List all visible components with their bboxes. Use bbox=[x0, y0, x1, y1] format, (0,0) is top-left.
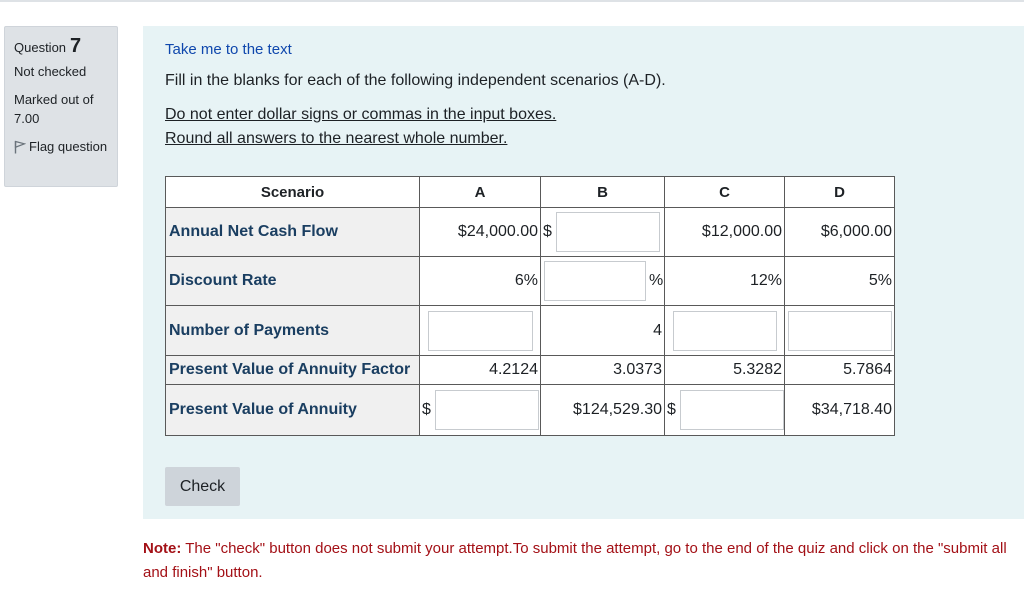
check-button[interactable]: Check bbox=[165, 467, 240, 506]
header-d: D bbox=[785, 177, 895, 208]
flag-icon bbox=[14, 140, 26, 154]
number-of-payments-d-input[interactable] bbox=[788, 311, 892, 351]
header-scenario: Scenario bbox=[166, 177, 420, 208]
table-header-row bbox=[166, 177, 895, 208]
note-text: The "check" button does not submit your attempt.To submit the attempt, go to the end of the quiz and click on the "submit all and finish" button. bbox=[143, 540, 1007, 581]
table-row-pv-annuity bbox=[166, 385, 895, 436]
row-label: Discount Rate bbox=[166, 257, 420, 306]
annual-net-cash-flow-b-input[interactable] bbox=[556, 212, 660, 252]
question-prompt: Fill in the blanks for each of the following independent scenarios (A-D). bbox=[165, 72, 666, 89]
question-label: Question bbox=[14, 40, 67, 55]
question-number bbox=[14, 37, 108, 57]
scenario-table bbox=[165, 176, 895, 436]
cell-d: 5.7864 bbox=[785, 356, 895, 385]
percent-suffix: % bbox=[649, 272, 664, 289]
row-label: Present Value of Annuity Factor bbox=[166, 356, 420, 385]
cell-b: 3.0373 bbox=[541, 356, 665, 385]
flag-question-link[interactable] bbox=[14, 137, 108, 156]
note-label: Note: bbox=[143, 540, 182, 557]
table-row-discount-rate bbox=[166, 257, 895, 306]
header-b: B bbox=[541, 177, 665, 208]
cell-d: $6,000.00 bbox=[785, 208, 895, 257]
header-c: C bbox=[665, 177, 785, 208]
cell-c: 5.3282 bbox=[665, 356, 785, 385]
cell-a: $24,000.00 bbox=[420, 208, 541, 257]
top-divider bbox=[0, 0, 1024, 2]
question-grade: Marked out of 7.00 bbox=[14, 92, 94, 126]
take-me-to-text-link[interactable]: Take me to the text bbox=[165, 41, 292, 58]
currency-symbol: $ bbox=[543, 223, 552, 240]
cell-a bbox=[420, 385, 541, 436]
row-label: Annual Net Cash Flow bbox=[166, 208, 420, 257]
question-number-value: 7 bbox=[70, 35, 82, 57]
table-row-pv-annuity-factor bbox=[166, 356, 895, 385]
row-label: Number of Payments bbox=[166, 306, 420, 356]
submission-note bbox=[143, 537, 1018, 585]
cell-c: 12% bbox=[665, 257, 785, 306]
discount-rate-b-input[interactable] bbox=[544, 261, 646, 301]
cell-c bbox=[665, 385, 785, 436]
cell-b bbox=[541, 257, 665, 306]
question-content bbox=[143, 26, 1024, 519]
currency-symbol: $ bbox=[667, 401, 676, 418]
row-label: Present Value of Annuity bbox=[166, 385, 420, 436]
cell-b: $124,529.30 bbox=[541, 385, 665, 436]
pv-annuity-a-input[interactable] bbox=[435, 390, 539, 430]
question-info-panel bbox=[4, 26, 118, 187]
instruction-rounding: Round all answers to the nearest whole number. bbox=[165, 130, 508, 147]
cell-c: $12,000.00 bbox=[665, 208, 785, 257]
cell-d: $34,718.40 bbox=[785, 385, 895, 436]
cell-a bbox=[420, 306, 541, 356]
cell-c bbox=[665, 306, 785, 356]
cell-b bbox=[541, 208, 665, 257]
table-row-annual-net-cash-flow bbox=[166, 208, 895, 257]
pv-annuity-c-input[interactable] bbox=[680, 390, 784, 430]
instruction-no-dollar-signs: Do not enter dollar signs or commas in the input boxes. bbox=[165, 106, 557, 123]
currency-symbol: $ bbox=[422, 401, 431, 418]
number-of-payments-c-input[interactable] bbox=[673, 311, 777, 351]
question-state: Not checked bbox=[14, 64, 87, 79]
number-of-payments-a-input[interactable] bbox=[428, 311, 533, 351]
table-row-number-of-payments bbox=[166, 306, 895, 356]
cell-d: 5% bbox=[785, 257, 895, 306]
cell-b: 4 bbox=[541, 306, 665, 356]
cell-a: 4.2124 bbox=[420, 356, 541, 385]
cell-d bbox=[785, 306, 895, 356]
flag-question-label: Flag question bbox=[29, 139, 108, 154]
header-a: A bbox=[420, 177, 541, 208]
cell-a: 6% bbox=[420, 257, 541, 306]
